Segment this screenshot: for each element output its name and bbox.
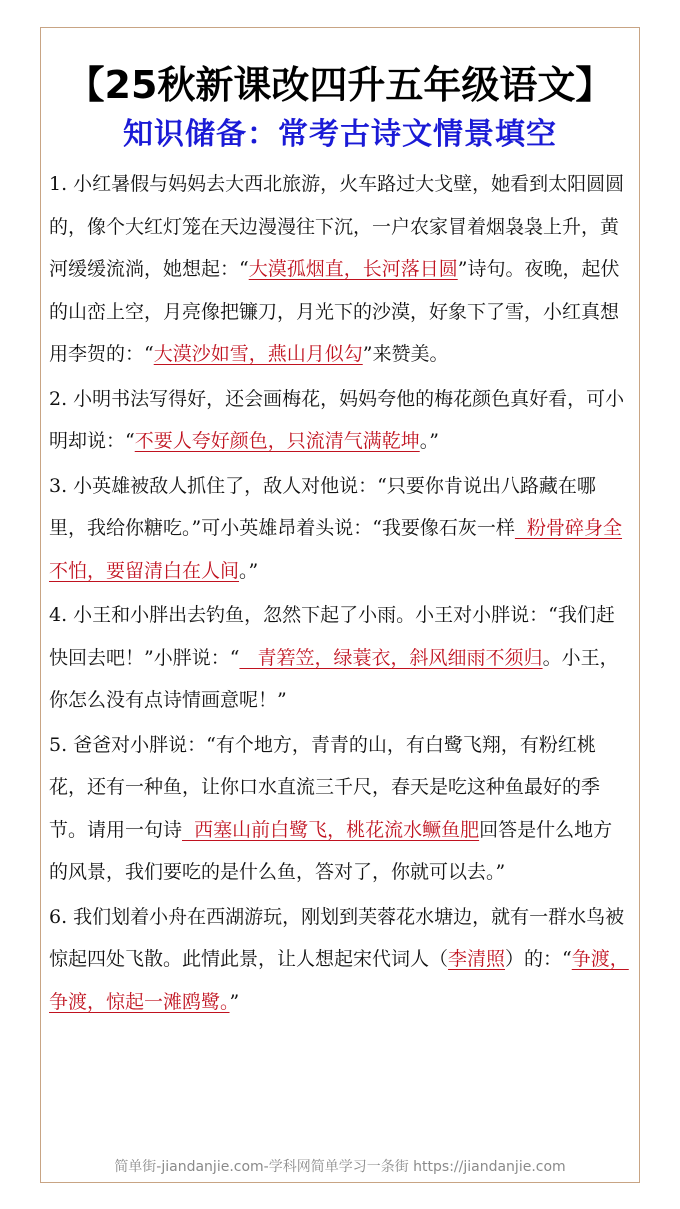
- question-text: 2. 小明书法写得好，还会画梅花，妈妈夸他的梅花颜色真好看，可小明却说：“: [49, 387, 625, 452]
- answer-text: 西塞山前白鹭飞，桃花流水鳜鱼肥: [182, 818, 480, 841]
- question-text: 。小王，你怎么没有点诗情画意呢！”: [49, 646, 619, 711]
- answer-text: 粉骨碎身全不怕，要留清白在人间: [49, 517, 623, 582]
- question-list: [49, 163, 629, 1025]
- page-subtitle: 知识储备：常考古诗文情景填空: [123, 117, 557, 152]
- question-1: [49, 163, 629, 376]
- answer-text: 大漠沙如雪，燕山月似勾: [153, 343, 363, 365]
- answer-text: 大漠孤烟直，长河落日圆: [248, 258, 458, 280]
- question-text: 4. 小王和小胖出去钓鱼，忽然下起了小雨。小王对小胖说：“我们赶快回去吧！”小胖说：“: [49, 604, 615, 669]
- question-text: 3. 小英雄被敌人抓住了，敌人对他说：“只要你肯说出八路藏在哪里，我给你糖吃。”可小英雄昂着头说：“我要像石灰一样: [49, 474, 596, 539]
- question-text: 5. 爸爸对小胖说：“有个地方，青青的山，有白鹭飞翔，有粉红桃花，还有一种鱼，让你口水直流三千尺，春天是吃这种鱼最好的季节。请用一句诗: [49, 733, 601, 841]
- answer-text: 李清照: [448, 948, 506, 970]
- question-text: 6. 我们划着小舟在西湖游玩，刚划到芙蓉花水塘边，就有一群水鸟被惊起四处飞散。此情此景，让人想起宋代词人（: [49, 905, 625, 970]
- question-text: ）的：“: [505, 948, 572, 970]
- answer-text: 争渡，争渡，惊起一滩鸥鹭。: [49, 948, 629, 1013]
- question-text: 1. 小红暑假与妈妈去大西北旅游，火车路过大戈壁，她看到太阳圆圆的，像个大红灯笼在天边漫漫往下沉，一户农家冒着烟袅袅上升，黄河缓缓流淌，她想起：“: [49, 173, 625, 280]
- question-text: 。”: [419, 430, 439, 452]
- footer-watermark: 简单街-jiandanjie.com-学科网简单学习一条街 https://jiandanjie.com: [114, 1159, 566, 1175]
- question-5: [49, 724, 629, 894]
- question-2: [49, 378, 629, 463]
- question-text: 。”: [239, 559, 259, 582]
- question-text: ”来赞美。: [362, 343, 449, 365]
- page-title: 【25秋新课改四升五年级语文】: [66, 63, 614, 107]
- question-3: [49, 465, 629, 593]
- question-text: ”: [229, 990, 240, 1013]
- answer-text: 青箬笠，绿蓑衣，斜风细雨不须归: [239, 646, 543, 669]
- question-6: [49, 896, 629, 1024]
- answer-text: 不要人夸好颜色，只流清气满乾坤: [134, 430, 420, 452]
- question-4: [49, 594, 629, 722]
- question-text: 回答是什么地方的风景，我们要吃的是什么鱼，答对了，你就可以去。”: [49, 818, 613, 883]
- question-text: ”诗句。夜晚，起伏的山峦上空，月亮像把镰刀，月光下的沙漠，好象下了雪，小红真想用李贺的：“: [49, 258, 620, 365]
